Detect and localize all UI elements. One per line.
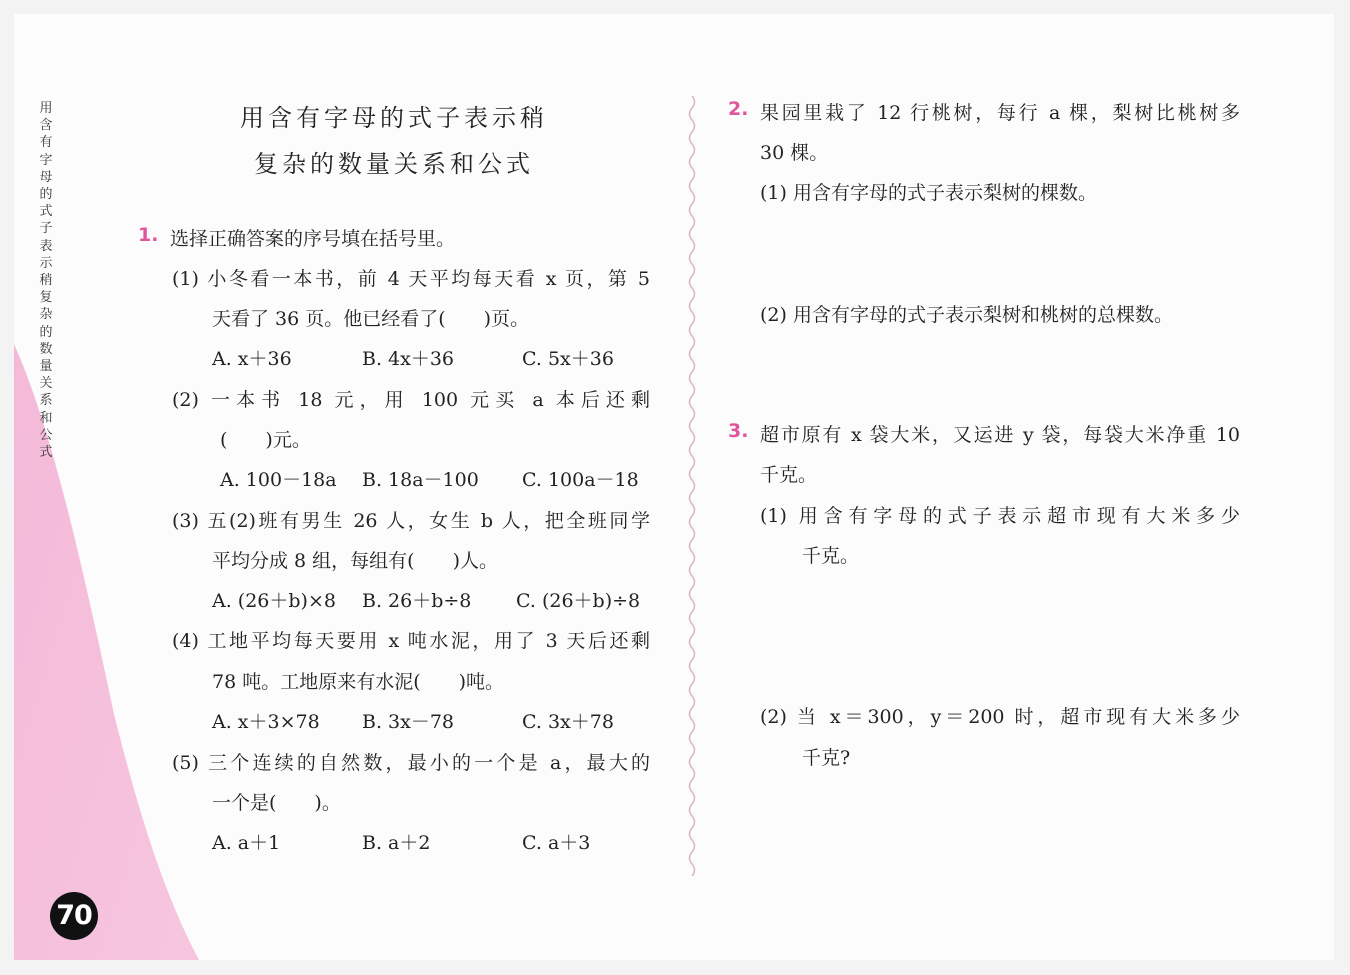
- q1-3-line1: (3) 五(2)班有男生 26 人，女生 b 人，把全班同学: [172, 510, 650, 532]
- q1-3-option-a: A. (26＋b)×8: [212, 590, 336, 612]
- q2-part2: (2) 用含有字母的式子表示梨树和桃树的总棵数。: [760, 304, 1173, 326]
- q1-5-line1: (5) 三个连续的自然数，最小的一个是 a，最大的: [172, 752, 650, 774]
- page-title-line-1: 用含有字母的式子表示稍: [240, 104, 548, 132]
- q1-1-option-c: C. 5x＋36: [522, 348, 614, 370]
- q1-4-line1: (4) 工地平均每天要用 x 吨水泥，用了 3 天后还剩: [172, 630, 650, 652]
- q1-1-option-a: A. x＋36: [212, 348, 292, 370]
- q1-2-option-c: C. 100a－18: [522, 469, 639, 491]
- q1-5-option-c: C. a＋3: [522, 832, 591, 854]
- side-title-text: 用 含 有 字 母 的 式 子 表 示 稍 复 杂 的 数 量 关 系 和 公 式: [39, 101, 53, 461]
- q1-5-option-a: A. a＋1: [212, 832, 281, 854]
- q1-1-line1: (1) 小冬看一本书，前 4 天平均每天看 x 页，第 5: [172, 268, 650, 290]
- q1-3-option-b: B. 26＋b÷8: [362, 590, 472, 612]
- side-title: [38, 100, 54, 461]
- page-number: 70: [50, 892, 98, 940]
- q3-line1: 超市原有 x 袋大米，又运进 y 袋，每袋大米净重 10: [760, 424, 1240, 446]
- q1-2-line1: (2) 一本书 18 元，用 100 元买 a 本后还剩: [172, 389, 650, 411]
- q3-line2: 千克。: [760, 464, 818, 486]
- q1-4-option-b: B. 3x－78: [362, 711, 455, 733]
- q3-part2-line1: (2) 当 x＝300，y＝200 时，超市现有大米多少: [760, 706, 1240, 728]
- q1-4-line2: 78 吨。工地原来有水泥( )吨。: [212, 671, 505, 693]
- q1-2-option-a: A. 100－18a: [220, 469, 337, 491]
- q3-part1-line1: (1) 用含有字母的式子表示超市现有大米多少: [760, 505, 1240, 527]
- q1-5-option-b: B. a＋2: [362, 832, 431, 854]
- column-divider: [684, 96, 700, 876]
- q1-3-line2: 平均分成 8 组，每组有( )人。: [212, 550, 498, 572]
- q2-line2: 30 棵。: [760, 142, 829, 164]
- q1-4-option-c: C. 3x＋78: [522, 711, 614, 733]
- q1-5-line2: 一个是( )。: [212, 792, 341, 814]
- q2-part1: (1) 用含有字母的式子表示梨树的棵数。: [760, 182, 1097, 204]
- workbook-page: [14, 14, 1334, 960]
- q1-number: 1.: [138, 224, 159, 246]
- q1-stem: 选择正确答案的序号填在括号里。: [170, 228, 456, 250]
- q3-number: 3.: [728, 420, 749, 442]
- page-title-line-2: 复杂的数量关系和公式: [254, 150, 534, 178]
- q1-1-option-b: B. 4x＋36: [362, 348, 455, 370]
- q1-2-option-b: B. 18a－100: [362, 469, 479, 491]
- q3-part2-line2: 千克?: [802, 747, 851, 769]
- q1-4-option-a: A. x＋3×78: [212, 711, 320, 733]
- q1-2-line2: ( )元。: [220, 429, 311, 451]
- q2-line1: 果园里栽了 12 行桃树，每行 a 棵，梨树比桃树多: [760, 102, 1240, 124]
- q1-1-line2: 天看了 36 页。他已经看了( )页。: [212, 308, 530, 330]
- q3-part1-line2: 千克。: [802, 545, 860, 567]
- q2-number: 2.: [728, 98, 749, 120]
- q1-3-option-c: C. (26＋b)÷8: [516, 590, 641, 612]
